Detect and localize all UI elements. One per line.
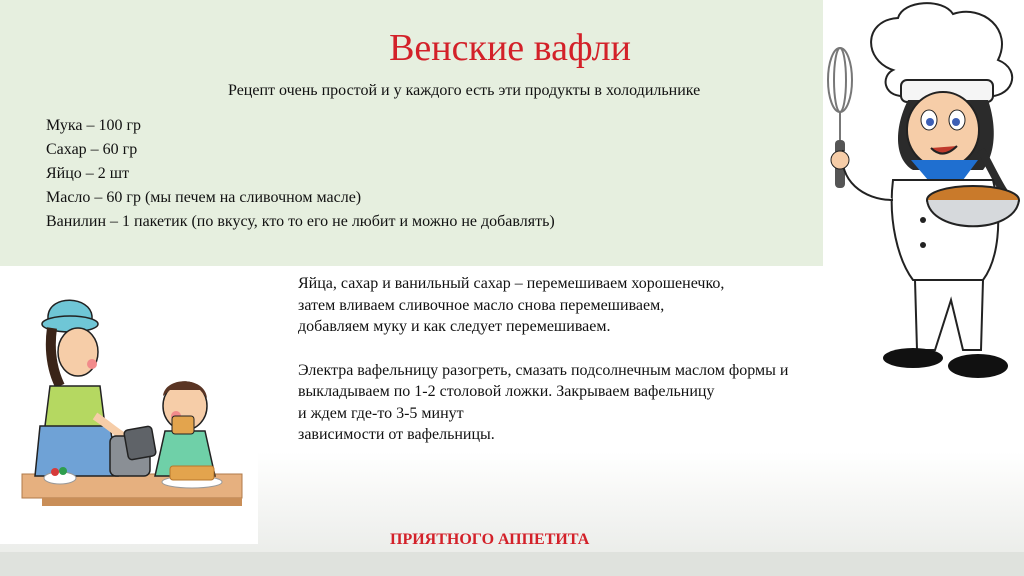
method-line: Электра вафельницу разогреть, смазать подсолнечным маслом формы и [298, 361, 789, 379]
method-line: и ждем где-то 3-5 минут [298, 404, 464, 422]
chef-icon [823, 0, 1024, 392]
method-line: затем вливаем сливочное масло снова перемешиваем, [298, 296, 665, 314]
chef-illustration [823, 0, 1024, 392]
cooking-family-icon [0, 266, 258, 544]
ingredient-item: Мука – 100 гр [46, 117, 142, 134]
method-line: добавляем муку и как следует перемешиваем. [298, 318, 611, 335]
subtitle: Рецепт очень простой и у каждого есть эти продукты в холодильнике [228, 82, 701, 99]
ingredient-item: Ванилин – 1 пакетик (по вкусу, кто то его не любит и можно не добавлять) [46, 213, 555, 230]
method-line: Яйца, сахар и ванильный сахар – перемешиваем хорошенечко, [298, 275, 725, 292]
ingredient-item: Сахар – 60 гр [46, 141, 138, 158]
ingredient-item: Яйцо – 2 шт [46, 165, 130, 182]
page-title: Венские вафли [389, 27, 631, 69]
method-spacer [298, 338, 818, 360]
method-line: зависимости от вафельницы. [298, 426, 495, 443]
ingredients-list [46, 114, 746, 234]
ingredient-item: Масло – 60 гр (мы печем на сливочном масле) [46, 189, 362, 206]
closing-text: ПРИЯТНОГО АППЕТИТА [390, 531, 590, 548]
kids-illustration [0, 266, 258, 544]
footer-band [0, 552, 1024, 576]
method-text [298, 273, 818, 446]
method-line: выкладываем по 1-2 столовой ложки. Закрываем вафельницу [298, 383, 715, 400]
